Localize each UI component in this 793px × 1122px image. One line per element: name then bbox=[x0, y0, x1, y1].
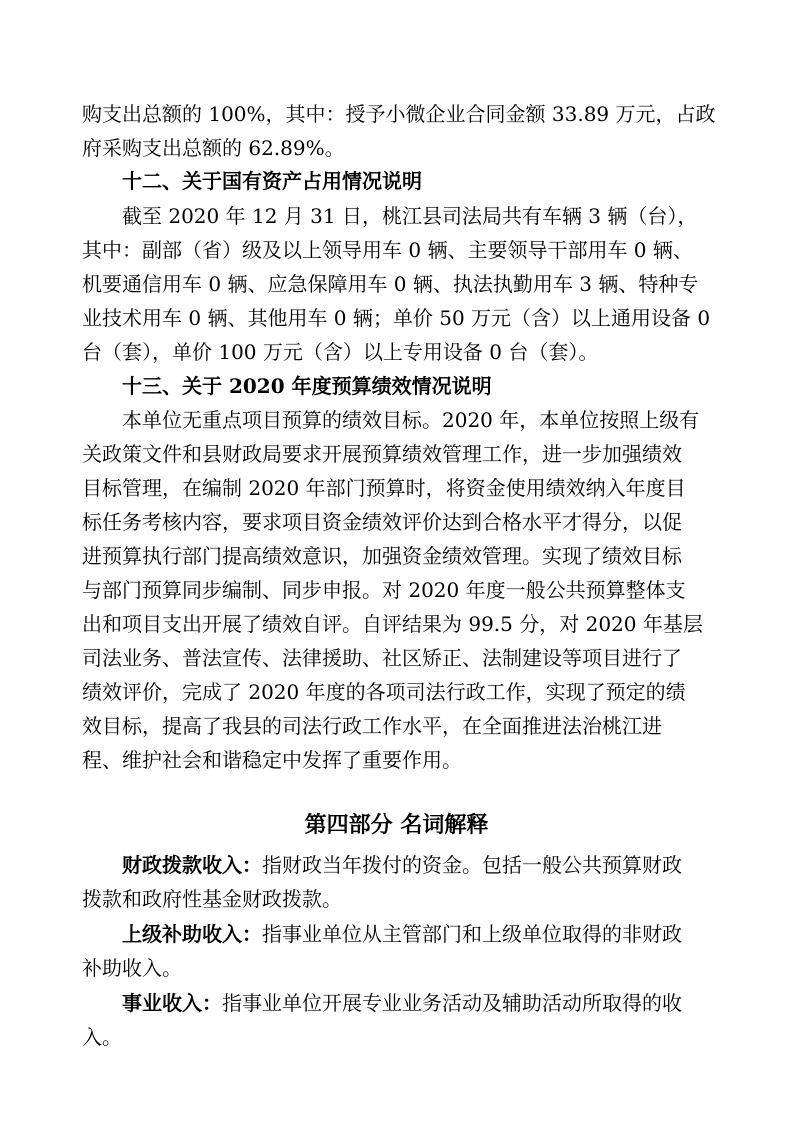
term-label: 财政拨款收入： bbox=[122, 853, 262, 877]
state-assets-line-3: 机要通信用车 0 辆、应急保障用车 0 辆、执法执勤用车 3 辆、特种专 bbox=[82, 272, 699, 296]
heading-performance: 十三、关于 2020 年度预算绩效情况说明 bbox=[122, 374, 492, 398]
performance-line-8: 司法业务、普法宣传、法律援助、社区矫正、法制建设等项目进行了 bbox=[82, 646, 682, 670]
state-assets-line-5: 台（套），单价 100 万元（含）以上专用设备 0 台（套）。 bbox=[82, 340, 599, 364]
term-superior-subsidy bbox=[122, 921, 682, 947]
term-definition: 指事业单位从主管部门和上级单位取得的非财政 bbox=[262, 922, 682, 946]
term-label: 事业收入： bbox=[122, 991, 222, 1015]
performance-line-6: 与部门预算同步编制、同步申报。对 2020 年度一般公共预算整体支 bbox=[82, 578, 686, 602]
performance-line-10: 效目标，提高了我县的司法行政工作水平，在全面推进法治桃江进 bbox=[82, 714, 662, 738]
term-fiscal-appropriation-line-2: 拨款和政府性基金财政拨款。 bbox=[82, 887, 342, 911]
heading-state-assets: 十二、关于国有资产占用情况说明 bbox=[122, 169, 422, 193]
term-business-income bbox=[122, 990, 682, 1016]
term-definition: 指财政当年拨付的资金。包括一般公共预算财政 bbox=[262, 853, 682, 877]
performance-line-7: 出和项目支出开展了绩效自评。自评结果为 99.5 分，对 2020 年基层 bbox=[82, 612, 703, 636]
term-definition: 指事业单位开展专业业务活动及辅助活动所取得的收 bbox=[222, 991, 682, 1015]
performance-line-4: 标任务考核内容，要求项目资金绩效评价达到合格水平才得分，以促 bbox=[82, 510, 682, 534]
state-assets-line-2: 其中：副部（省）级及以上领导用车 0 辆、主要领导干部用车 0 辆、 bbox=[82, 238, 693, 262]
section-title: 第四部分 名词解释 bbox=[304, 812, 489, 838]
term-label: 上级补助收入： bbox=[122, 922, 262, 946]
performance-line-5: 进预算执行部门提高绩效意识，加强资金绩效管理。实现了绩效目标 bbox=[82, 544, 682, 568]
performance-line-1: 本单位无重点项目预算的绩效目标。2020 年，本单位按照上级有 bbox=[122, 408, 700, 432]
performance-line-2: 关政策文件和县财政局要求开展预算绩效管理工作，进一步加强绩效 bbox=[82, 442, 682, 466]
procurement-line-1: 购支出总额的 100%，其中：授予小微企业合同金额 33.89 万元，占政 bbox=[82, 102, 716, 126]
performance-line-9: 绩效评价，完成了 2020 年度的各项司法行政工作，实现了预定的绩 bbox=[82, 680, 686, 704]
term-fiscal-appropriation bbox=[122, 852, 682, 878]
term-business-income-line-2: 入。 bbox=[82, 1025, 122, 1049]
performance-line-3: 目标管理，在编制 2020 年部门预算时，将资金使用绩效纳入年度目 bbox=[82, 476, 686, 500]
procurement-line-2: 府采购支出总额的 62.89%。 bbox=[82, 136, 345, 160]
term-superior-subsidy-line-2: 补助收入。 bbox=[82, 956, 182, 980]
performance-line-11: 程、维护社会和谐稳定中发挥了重要作用。 bbox=[82, 748, 462, 772]
state-assets-line-4: 业技术用车 0 辆、其他用车 0 辆；单价 50 万元（含）以上通用设备 0 bbox=[82, 306, 711, 330]
state-assets-line-1: 截至 2020 年 12 月 31 日，桃江县司法局共有车辆 3 辆（台）， bbox=[122, 204, 698, 228]
